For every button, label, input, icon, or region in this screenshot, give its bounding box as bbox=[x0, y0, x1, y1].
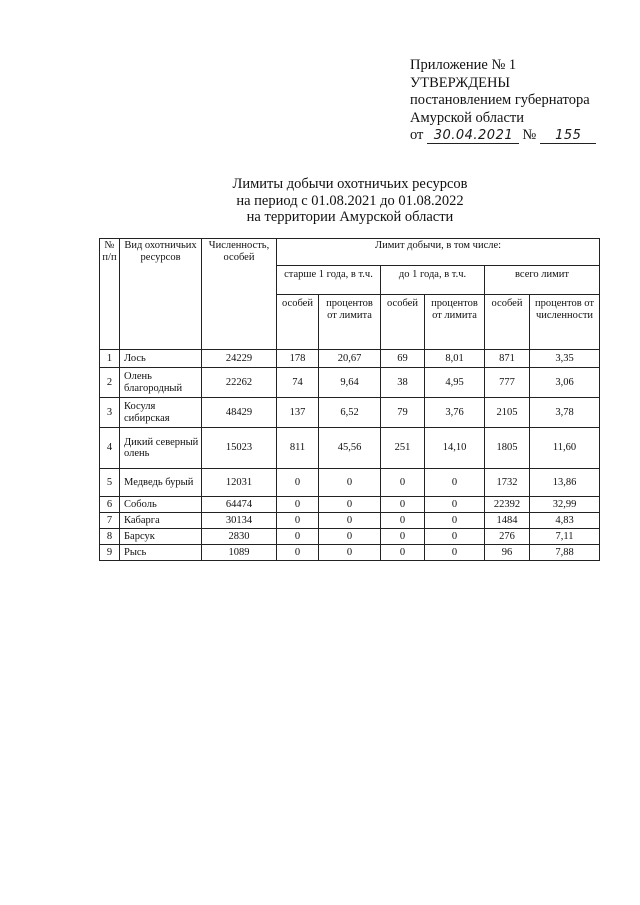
older-count-cell: 0 bbox=[277, 469, 319, 497]
total-count-cell: 871 bbox=[485, 350, 530, 368]
older-pct-cell: 0 bbox=[319, 497, 381, 513]
total-count-cell: 1732 bbox=[485, 469, 530, 497]
table-row bbox=[100, 368, 600, 398]
total-pct-cell: 7,11 bbox=[530, 529, 600, 545]
population-cell: 30134 bbox=[202, 513, 277, 529]
older-pct-cell: 20,67 bbox=[319, 350, 381, 368]
young-count-cell: 38 bbox=[381, 368, 425, 398]
young-count-cell: 0 bbox=[381, 513, 425, 529]
header-limit: Лимит добычи, в том числе: bbox=[277, 239, 600, 266]
header-younger: до 1 года, в т.ч. bbox=[381, 266, 485, 295]
header-older-pct: процентов от лимита bbox=[319, 295, 381, 350]
older-count-cell: 137 bbox=[277, 398, 319, 428]
total-count-cell: 96 bbox=[485, 545, 530, 561]
young-count-cell: 0 bbox=[381, 497, 425, 513]
header-younger-pct: процентов от лимита bbox=[425, 295, 485, 350]
total-pct-cell: 7,88 bbox=[530, 545, 600, 561]
population-cell: 2830 bbox=[202, 529, 277, 545]
total-count-cell: 2105 bbox=[485, 398, 530, 428]
row-num: 1 bbox=[100, 350, 120, 368]
appendix-label: Приложение № 1 bbox=[410, 57, 517, 73]
species-name: Дикий северный олень bbox=[120, 428, 202, 469]
young-pct-cell: 0 bbox=[425, 469, 485, 497]
species-name: Рысь bbox=[120, 545, 202, 561]
population-cell: 24229 bbox=[202, 350, 277, 368]
table-row bbox=[100, 545, 600, 561]
row-num: 4 bbox=[100, 428, 120, 469]
title-line-2: на период с 01.08.2021 до 01.08.2022 bbox=[236, 192, 464, 209]
species-name: Косуля сибирская bbox=[120, 398, 202, 428]
table-row bbox=[100, 350, 600, 368]
date-number-line bbox=[410, 127, 610, 145]
header-younger-individuals: особей bbox=[381, 295, 425, 350]
young-pct-cell: 14,10 bbox=[425, 428, 485, 469]
older-count-cell: 0 bbox=[277, 497, 319, 513]
population-cell: 48429 bbox=[202, 398, 277, 428]
population-cell: 15023 bbox=[202, 428, 277, 469]
table-row bbox=[100, 428, 600, 469]
row-num: 6 bbox=[100, 497, 120, 513]
table-row bbox=[100, 513, 600, 529]
hunting-limits-table bbox=[99, 238, 600, 561]
header-older-individuals: особей bbox=[277, 295, 319, 350]
number-sign: № bbox=[522, 127, 537, 143]
region-label: Амурской области bbox=[410, 109, 524, 126]
total-count-cell: 1484 bbox=[485, 513, 530, 529]
young-count-cell: 0 bbox=[381, 529, 425, 545]
total-count-cell: 276 bbox=[485, 529, 530, 545]
older-pct-cell: 0 bbox=[319, 513, 381, 529]
title-line-1: Лимиты добычи охотничьих ресурсов bbox=[232, 176, 468, 192]
row-num: 2 bbox=[100, 368, 120, 398]
row-num: 8 bbox=[100, 529, 120, 545]
header-population: Численность, особей bbox=[202, 239, 277, 350]
table-row bbox=[100, 529, 600, 545]
older-pct-cell: 9,64 bbox=[319, 368, 381, 398]
young-pct-cell: 3,76 bbox=[425, 398, 485, 428]
species-name: Барсук bbox=[120, 529, 202, 545]
row-num: 3 bbox=[100, 398, 120, 428]
table-row bbox=[100, 398, 600, 428]
young-count-cell: 251 bbox=[381, 428, 425, 469]
species-name: Кабарга bbox=[120, 513, 202, 529]
resolution-label: постановлением губернатора bbox=[410, 92, 590, 108]
approved-label: УТВЕРЖДЕНЫ bbox=[410, 74, 511, 91]
total-pct-cell: 3,78 bbox=[530, 398, 600, 428]
total-pct-cell: 4,83 bbox=[530, 513, 600, 529]
young-pct-cell: 0 bbox=[425, 529, 485, 545]
population-cell: 12031 bbox=[202, 469, 277, 497]
row-num: 9 bbox=[100, 545, 120, 561]
handwritten-number: 155 bbox=[540, 128, 596, 144]
young-pct-cell: 0 bbox=[425, 545, 485, 561]
total-pct-cell: 3,06 bbox=[530, 368, 600, 398]
older-count-cell: 178 bbox=[277, 350, 319, 368]
older-pct-cell: 45,56 bbox=[319, 428, 381, 469]
total-pct-cell: 32,99 bbox=[530, 497, 600, 513]
older-count-cell: 811 bbox=[277, 428, 319, 469]
table-row bbox=[100, 497, 600, 513]
row-num: 7 bbox=[100, 513, 120, 529]
header-total-individuals: особей bbox=[485, 295, 530, 350]
species-name: Лось bbox=[120, 350, 202, 368]
total-pct-cell: 13,86 bbox=[530, 469, 600, 497]
young-pct-cell: 0 bbox=[425, 497, 485, 513]
species-name: Олень благородный bbox=[120, 368, 202, 398]
total-count-cell: 777 bbox=[485, 368, 530, 398]
total-count-cell: 22392 bbox=[485, 497, 530, 513]
older-pct-cell: 0 bbox=[319, 529, 381, 545]
population-cell: 22262 bbox=[202, 368, 277, 398]
date-prefix: от bbox=[410, 127, 424, 143]
young-pct-cell: 8,01 bbox=[425, 350, 485, 368]
young-count-cell: 0 bbox=[381, 469, 425, 497]
young-pct-cell: 4,95 bbox=[425, 368, 485, 398]
total-count-cell: 1805 bbox=[485, 428, 530, 469]
young-pct-cell: 0 bbox=[425, 513, 485, 529]
total-pct-cell: 3,35 bbox=[530, 350, 600, 368]
approval-block bbox=[410, 57, 610, 145]
older-count-cell: 0 bbox=[277, 513, 319, 529]
species-name: Соболь bbox=[120, 497, 202, 513]
header-total: всего лимит bbox=[485, 266, 600, 295]
population-cell: 64474 bbox=[202, 497, 277, 513]
header-older: старше 1 года, в т.ч. bbox=[277, 266, 381, 295]
older-count-cell: 0 bbox=[277, 529, 319, 545]
older-count-cell: 0 bbox=[277, 545, 319, 561]
population-cell: 1089 bbox=[202, 545, 277, 561]
young-count-cell: 0 bbox=[381, 545, 425, 561]
header-total-pct: процентов от численности bbox=[530, 295, 600, 350]
header-num: № п/п bbox=[100, 239, 120, 350]
handwritten-date: 30.04.2021 bbox=[427, 128, 519, 144]
older-pct-cell: 0 bbox=[319, 469, 381, 497]
table-row bbox=[100, 469, 600, 497]
older-pct-cell: 6,52 bbox=[319, 398, 381, 428]
row-num: 5 bbox=[100, 469, 120, 497]
header-species: Вид охотничьих ресурсов bbox=[120, 239, 202, 350]
document-title bbox=[150, 176, 550, 226]
young-count-cell: 79 bbox=[381, 398, 425, 428]
older-count-cell: 74 bbox=[277, 368, 319, 398]
species-name: Медведь бурый bbox=[120, 469, 202, 497]
title-line-3: на территории Амурской области bbox=[246, 209, 454, 225]
young-count-cell: 69 bbox=[381, 350, 425, 368]
total-pct-cell: 11,60 bbox=[530, 428, 600, 469]
older-pct-cell: 0 bbox=[319, 545, 381, 561]
